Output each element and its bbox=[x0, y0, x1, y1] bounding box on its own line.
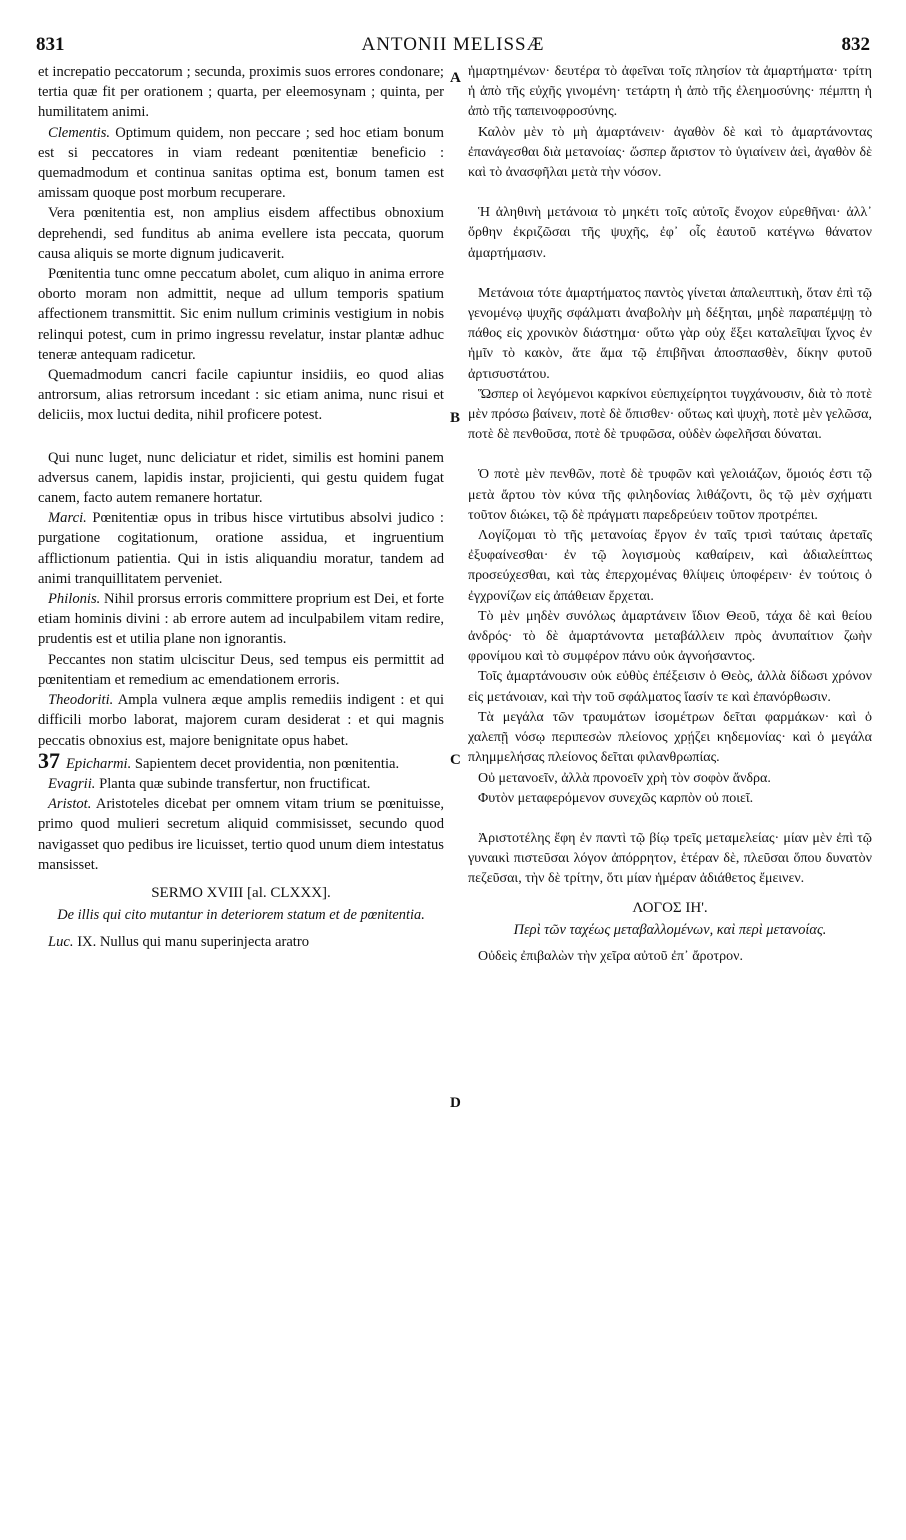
author-attribution: Clementis. bbox=[48, 124, 111, 141]
margin-letter-d: D bbox=[450, 1095, 461, 1111]
page-number-left: 831 bbox=[36, 34, 65, 55]
author-attribution: Evagrii. bbox=[48, 775, 96, 792]
margin-letter-b: B bbox=[450, 410, 461, 426]
running-title: ANTONII MELISSÆ bbox=[361, 34, 545, 55]
author-attribution: Aristot. bbox=[48, 796, 92, 813]
author-attribution: Marci. bbox=[48, 510, 87, 527]
author-attribution: Theodoriti. bbox=[48, 692, 114, 709]
sermo-heading: SERMO XVIII [al. CLXXX]. bbox=[151, 884, 331, 901]
latin-paragraph: Evagrii. Planta quæ subinde transfertur, non fructificat. bbox=[48, 775, 371, 792]
greek-paragraph: Τὸ μὲν μηδὲν συνόλως ἁμαρτάνειν ἴδιον Θεοῦ, τάχα δὲ καὶ θείου ἀνδρός· τὸ δὲ ἁμαρτάνοντα μεταβάλλειν πρὸς ἀνυπαίτιον ζωὴν φρονίμου καὶ τὸ συμφέρον πάνυ οὐκ ἀγνοήσαντος. bbox=[468, 608, 872, 665]
author-attribution: Luc. bbox=[48, 934, 74, 951]
greek-paragraph: Τοῖς ἁμαρτάνουσιν οὐκ εὐθὺς ἐπέξεισιν ὁ Θεὸς, ἀλλὰ δίδωσι χρόνον εἰς μετάνοιαν, καὶ τὴν τοῦ σφάλματος ἴασίν τε καὶ ἐπανόρθωσιν. bbox=[468, 669, 872, 705]
greek-paragraph: Ὁ ποτὲ μὲν πενθῶν, ποτὲ δὲ τρυφῶν καὶ γελοιάζων, ὅμοιός ἐστι τῷ μετὰ ἄρτου τὸν κύνα τῆς φιληδονίας λιθάζοντι, ὃς τῷ μὲν σχήματι τοῦτον διώκει, τῷ δὲ πράγματι παρεδρεύειν τοῦτον προτρέπει. bbox=[468, 467, 872, 523]
greek-paragraph: Ἀριστοτέλης ἔφη ἐν παντὶ τῷ βίῳ τρεῖς μεταμελείας· μίαν μὲν ἐπὶ τῷ γυναικὶ πιστεῦσαι λόγον ἀπόρρητον, ἑτέραν δὲ, πλεῦσαι ὅπου δυνατὸν πεζεῦσαι, τὴν δὲ τρίτην, ὅτι μίαν ἡμέραν ἀδιάθετος ἔμεινεν. bbox=[468, 830, 872, 887]
latin-paragraph: Marci. Pœnitentiæ opus in tribus hisce virtutibus absolvi judico : purgatione cogitationum, oratione assidua, et ingruentium afflictionum patientia. Qui in istis aliquandiu moratur, tandem ad animi tranquillitatem perveniet. bbox=[38, 510, 444, 587]
latin-paragraph: et increpatio peccatorum ; secunda, proximis suos errores condonare; tertia quæ fit per orationem ; quarta, per eleemosynam ; quinta, per humilitatem animi. bbox=[38, 64, 444, 121]
latin-paragraph: Quemadmodum cancri facile capiuntur insidiis, eo quod alias antrorsum, alias retrorsum incedant : sic etiam anima, nunc risui et deliciis, mox luctui dedita, nihil proficere potest. bbox=[38, 367, 444, 424]
latin-paragraph: Luc. IX. Nullus qui manu superinjecta aratro bbox=[48, 934, 310, 951]
latin-paragraph: Qui nunc luget, nunc deliciatur et ridet, similis est homini panem adversus canem, lapidis instar, projicienti, qui gestu quidem fugat canem, facto autem remanere hortatur. bbox=[38, 449, 444, 507]
sermo-subtitle: De illis qui cito mutantur in deteriorem statum et de pœnitentia. bbox=[57, 907, 425, 924]
greek-paragraph: Οὐδεὶς ἐπιβαλὼν τὴν χεῖρα αὐτοῦ ἐπ᾽ ἄροτρον. bbox=[478, 948, 743, 964]
latin-paragraph: Philonis. Nihil prorsus erroris committere proprium est Dei, et forte etiam hominis divini : ab errore autem ad inculpabilem vitam redire, prudentis est et utilia plane non ignorantis. bbox=[38, 591, 444, 648]
greek-paragraph: Οὐ μετανοεῖν, ἀλλὰ προνοεῖν χρὴ τὸν σοφὸν ἄνδρα. bbox=[478, 770, 771, 786]
page-number-right: 832 bbox=[841, 34, 870, 55]
margin-letter-a: A bbox=[450, 70, 461, 86]
greek-paragraph: ἡμαρτημένων· δευτέρα τὸ ἀφεῖναι τοῖς πλησίον τὰ ἁμαρτήματα· τρίτη ἡ ἀπὸ τῆς εὐχῆς γινομένη· τετάρτη ἡ ἀπὸ τῆς ἐλεημοσύνης· πέμπτη ἡ ἀπὸ τῆς ταπεινοφροσύνης. bbox=[468, 64, 872, 120]
latin-paragraph: Clementis. Optimum quidem, non peccare ; sed hoc etiam bonum est si peccatores in viam redeant pœnitentiæ beneficio : quemadmodum et continua sanitas optima est, bonum tamen est amissam quoque post morbum recuperare. bbox=[38, 124, 444, 202]
latin-column bbox=[38, 62, 444, 952]
logos-subtitle: Περὶ τῶν ταχέως μεταβαλλομένων, καὶ περὶ μετανοίας. bbox=[513, 921, 827, 938]
latin-paragraph: Peccantes non statim ulciscitur Deus, sed tempus eis permittit ad pœnitentiam et remedium ac emendationem erroris. bbox=[38, 651, 444, 688]
greek-paragraph: Λογίζομαι τὸ τῆς μετανοίας ἔργον ἐν ταῖς τρισὶ ταύταις ἀρεταῖς ἐξυφαίνεσθαι· ἐν τῷ λογισμοὺς καθαίρειν, καὶ ἀδιαλείπτως προσεύχεσθαι, καὶ τὰς ἐπερχομένας θλίψεις ὑποφέρειν· ἐν τούτοις ὁ ἐγχρονίζων εἰς ἀπάθειαν ἔρχεται. bbox=[468, 528, 872, 604]
page-header bbox=[36, 34, 870, 58]
greek-column bbox=[468, 62, 872, 967]
greek-paragraph: Μετάνοια τότε ἁμαρτήματος παντὸς γίνεται ἀπαλειπτικὴ, ὅταν ἐπὶ τῷ γενομένῳ ψυχῆς σφάλματι ἀναβολὴν μὴ δέξηται, μηδὲ παραπέμψῃ τὸ πάθος εἰς χρονικὸν διάστημα· οὕτω γὰρ οὐχ ἕξει καταλεῖψαι ἴχνος ἐν ἡμῖν τὸ κακὸν, ἅτε ἅμα τῷ ἐπιβῆναι ἀποσπασθὲν, δίκην φυτοῦ ἀρτισυστάτου. bbox=[468, 285, 872, 382]
author-attribution: Epicharmi. bbox=[66, 755, 132, 772]
latin-paragraph: Pœnitentia tunc omne peccatum abolet, cum aliquo in anima errore oborto moram non admittit, neque ad ullum temporis spatium affectionem transmittit. Sic enim nullum criminis vestigium in nobis relinqui potest, cum in primo ingressu revelatur, instar plantæ adhuc teneræ antequam radicetur. bbox=[38, 266, 444, 363]
section-number: 37 bbox=[38, 747, 60, 773]
latin-paragraph: Vera pœnitentia est, non amplius eisdem affectibus obnoxium deprehendi, sed funditus ab anima evellere ista peccata, quorum causa aliquis se morte dignum judicaverit. bbox=[38, 205, 444, 262]
greek-paragraph: Ἡ ἀληθινὴ μετάνοια τὸ μηκέτι τοῖς αὐτοῖς ἔνοχον εὑρεθῆναι· ἀλλ᾽ ὄρθην ἐκριζῶσαι τῆς ψυχῆς, ἐφ᾽ οἷς ἑαυτοῦ κατέγνω θάνατον ἁμαρτήμασιν. bbox=[468, 205, 872, 261]
logos-heading: ΛΟΓΟΣ ΙΗ'. bbox=[632, 899, 708, 916]
margin-letter-c: C bbox=[450, 752, 461, 768]
greek-paragraph: Τὰ μεγάλα τῶν τραυμάτων ἰσομέτρων δεῖται φαρμάκων· καὶ ὁ χαλεπῇ νόσῳ περιπεσὼν πλείονος χρῄζει κηδεμονίας· καὶ ὁ μεγάλα πλημμελήσας πλείονος δεῖται φιλανθρωπίας. bbox=[468, 709, 872, 766]
greek-paragraph: Καλὸν μὲν τὸ μὴ ἁμαρτάνειν· ἀγαθὸν δὲ καὶ τὸ ἁμαρτάνοντας ἐπανάγεσθαι διὰ μετανοίας· ὥσπερ ἄριστον τὸ ὑγιαίνειν ἀεὶ, ἀγαθὸν δὲ καὶ τὸ ἀνασφῆλαι μετὰ τὴν νόσον. bbox=[468, 124, 872, 181]
latin-paragraph: Theodoriti. Ampla vulnera æque amplis remediis indigent : et qui difficili morbo laborat, majorem curam desiderat : et qui magnis peccatis obnoxius est, majore benignitate opus habet. bbox=[38, 692, 444, 749]
greek-paragraph: Φυτὸν μεταφερόμενον συνεχῶς καρπὸν οὐ ποιεῖ. bbox=[478, 790, 754, 806]
latin-paragraph: Aristot. Aristoteles dicebat per omnem vitam trium se pœnituisse, primo quod mulieri secretum aliquid commisisset, secundo quod navigasset quo pedibus ire licuisset, tertio quod unum diem intestatus mansisset. bbox=[38, 796, 444, 873]
latin-paragraph: 37 Epicharmi. Sapientem decet providentia, non pœnitentia. bbox=[38, 747, 400, 773]
author-attribution: Philonis. bbox=[48, 591, 101, 608]
greek-paragraph: Ὥσπερ οἱ λεγόμενοι καρκίνοι εὐεπιχείρητοι τυγχάνουσιν, διὰ τὸ ποτὲ μὲν πρόσω βαίνειν, ποτὲ δὲ ὄπισθεν· οὕτως καὶ ψυχὴ, ποτὲ μὲν γελῶσα, ποτὲ δὲ πενθοῦσα, ποτὲ δὲ τρυφῶσα, οὐδὲν ὠφελῆσαι δύναται. bbox=[468, 386, 872, 443]
